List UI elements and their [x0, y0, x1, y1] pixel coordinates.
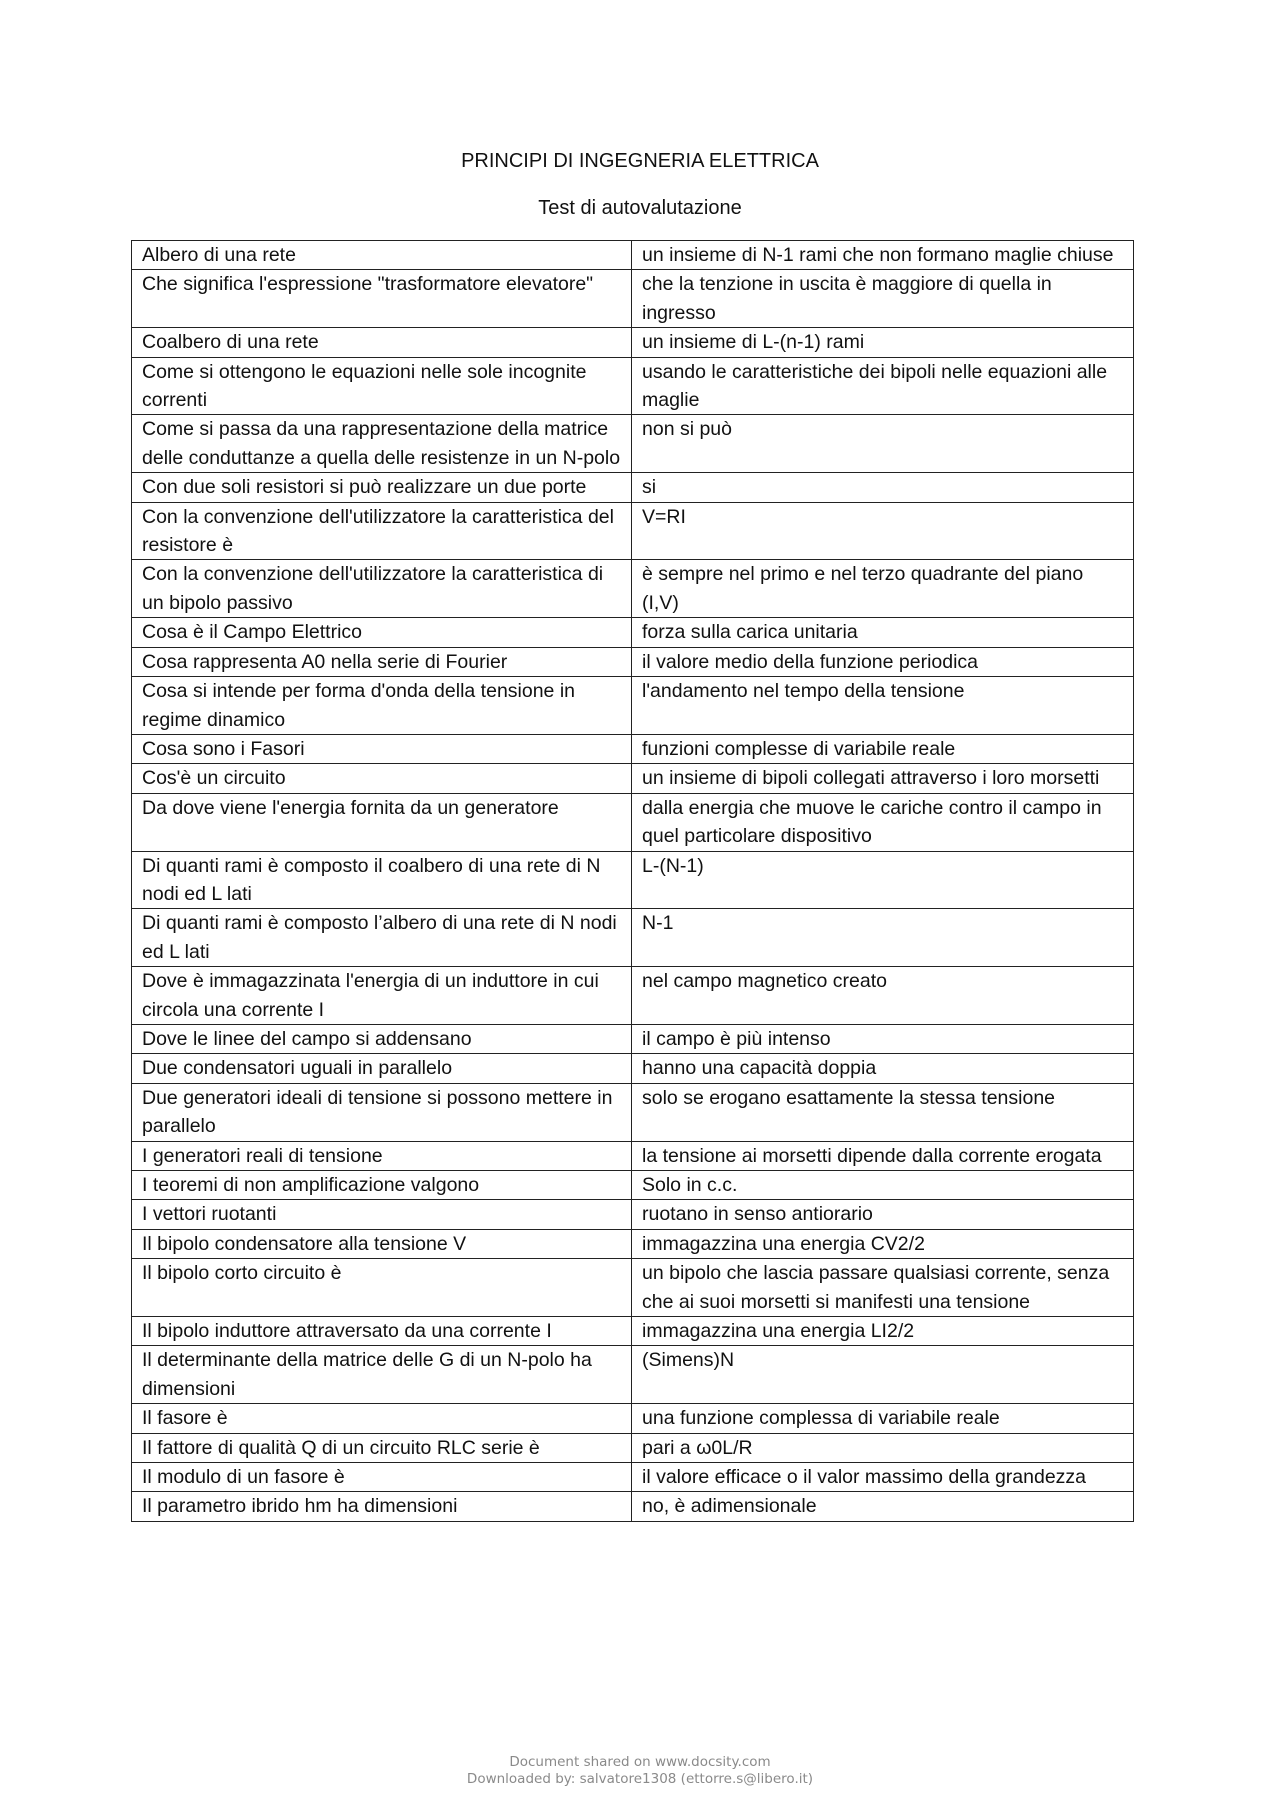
question-cell: Che significa l'espressione "trasformatore elevatore" — [132, 270, 632, 328]
footer-downloaded-line: Downloaded by: salvatore1308 (ettorre.s@libero.it) — [466, 1771, 814, 1787]
table-row — [132, 270, 1134, 328]
question-cell: Coalbero di una rete — [132, 328, 632, 357]
table-row — [132, 1229, 1134, 1258]
question-cell: I generatori reali di tensione — [132, 1141, 632, 1170]
answer-cell: non si può — [632, 415, 1134, 473]
answer-cell: immagazzina una energia CV2/2 — [632, 1229, 1134, 1258]
table-row — [132, 1433, 1134, 1462]
answer-cell: solo se erogano esattamente la stessa tensione — [632, 1083, 1134, 1141]
table-row — [132, 502, 1134, 560]
table-row — [132, 241, 1134, 270]
table-row — [132, 647, 1134, 676]
table-row — [132, 1024, 1134, 1053]
answer-cell: il campo è più intenso — [632, 1024, 1134, 1053]
answer-cell: Solo in c.c. — [632, 1171, 1134, 1200]
question-cell: Come si ottengono le equazioni nelle sole incognite correnti — [132, 357, 632, 415]
table-row — [132, 1346, 1134, 1404]
question-cell: Due generatori ideali di tensione si possono mettere in parallelo — [132, 1083, 632, 1141]
table-row — [132, 328, 1134, 357]
docsity-footer — [0, 1754, 1280, 1788]
answer-cell: si — [632, 473, 1134, 502]
answer-cell: è sempre nel primo e nel terzo quadrante del piano (I,V) — [632, 560, 1134, 618]
table-row — [132, 1259, 1134, 1317]
answer-cell: un bipolo che lascia passare qualsiasi corrente, senza che ai suoi morsetti si manifesti una tensione — [632, 1259, 1134, 1317]
table-row — [132, 1317, 1134, 1346]
answer-cell: il valore efficace o il valor massimo della grandezza — [632, 1463, 1134, 1492]
question-cell: Di quanti rami è composto l’albero di una rete di N nodi ed L lati — [132, 909, 632, 967]
qa-table-body — [132, 241, 1134, 1522]
table-row — [132, 1171, 1134, 1200]
answer-cell: funzioni complesse di variabile reale — [632, 734, 1134, 763]
table-row — [132, 1141, 1134, 1170]
table-row — [132, 415, 1134, 473]
question-cell: Il bipolo induttore attraversato da una corrente I — [132, 1317, 632, 1346]
question-cell: Cos'è un circuito — [132, 764, 632, 793]
question-cell: Con la convenzione dell'utilizzatore la caratteristica di un bipolo passivo — [132, 560, 632, 618]
answer-cell: forza sulla carica unitaria — [632, 618, 1134, 647]
question-cell: Di quanti rami è composto il coalbero di una rete di N nodi ed L lati — [132, 851, 632, 909]
qa-table — [131, 240, 1134, 1522]
answer-cell: immagazzina una energia LI2/2 — [632, 1317, 1134, 1346]
table-row — [132, 1200, 1134, 1229]
table-row — [132, 560, 1134, 618]
table-row — [132, 1083, 1134, 1141]
question-cell: Il bipolo condensatore alla tensione V — [132, 1229, 632, 1258]
answer-cell: la tensione ai morsetti dipende dalla corrente erogata — [632, 1141, 1134, 1170]
table-row — [132, 1054, 1134, 1083]
table-row — [132, 764, 1134, 793]
table-row — [132, 1492, 1134, 1521]
table-row — [132, 734, 1134, 763]
page-subtitle: Test di autovalutazione — [538, 197, 742, 219]
question-cell: Il bipolo corto circuito è — [132, 1259, 632, 1317]
question-cell: Due condensatori uguali in parallelo — [132, 1054, 632, 1083]
answer-cell: nel campo magnetico creato — [632, 967, 1134, 1025]
table-row — [132, 1404, 1134, 1433]
answer-cell: pari a ω0L/R — [632, 1433, 1134, 1462]
answer-cell: ruotano in senso antiorario — [632, 1200, 1134, 1229]
question-cell: Con due soli resistori si può realizzare un due porte — [132, 473, 632, 502]
answer-cell: che la tenzione in uscita è maggiore di quella in ingresso — [632, 270, 1134, 328]
table-row — [132, 677, 1134, 735]
answer-cell: dalla energia che muove le cariche contro il campo in quel particolare dispositivo — [632, 793, 1134, 851]
answer-cell: L-(N-1) — [632, 851, 1134, 909]
question-cell: I vettori ruotanti — [132, 1200, 632, 1229]
question-cell: Il fattore di qualità Q di un circuito RLC serie è — [132, 1433, 632, 1462]
answer-cell: un insieme di N-1 rami che non formano maglie chiuse — [632, 241, 1134, 270]
question-cell: Il determinante della matrice delle G di un N-polo ha dimensioni — [132, 1346, 632, 1404]
answer-cell: usando le caratteristiche dei bipoli nelle equazioni alle maglie — [632, 357, 1134, 415]
page-title: PRINCIPI DI INGEGNERIA ELETTRICA — [461, 150, 819, 172]
question-cell: Dove è immagazzinata l'energia di un induttore in cui circola una corrente I — [132, 967, 632, 1025]
table-row — [132, 357, 1134, 415]
table-row — [132, 618, 1134, 647]
question-cell: Cosa si intende per forma d'onda della tensione in regime dinamico — [132, 677, 632, 735]
answer-cell: una funzione complessa di variabile reale — [632, 1404, 1134, 1433]
question-cell: Dove le linee del campo si addensano — [132, 1024, 632, 1053]
question-cell: Il fasore è — [132, 1404, 632, 1433]
answer-cell: hanno una capacità doppia — [632, 1054, 1134, 1083]
table-row — [132, 473, 1134, 502]
answer-cell: un insieme di bipoli collegati attraverso i loro morsetti — [632, 764, 1134, 793]
question-cell: Il parametro ibrido hm ha dimensioni — [132, 1492, 632, 1521]
answer-cell: V=RI — [632, 502, 1134, 560]
question-cell: Cosa è il Campo Elettrico — [132, 618, 632, 647]
answer-cell: (Simens)N — [632, 1346, 1134, 1404]
table-row — [132, 851, 1134, 909]
answer-cell: l'andamento nel tempo della tensione — [632, 677, 1134, 735]
table-row — [132, 1463, 1134, 1492]
answer-cell: no, è adimensionale — [632, 1492, 1134, 1521]
table-row — [132, 967, 1134, 1025]
table-row — [132, 793, 1134, 851]
answer-cell: il valore medio della funzione periodica — [632, 647, 1134, 676]
question-cell: I teoremi di non amplificazione valgono — [132, 1171, 632, 1200]
table-row — [132, 909, 1134, 967]
question-cell: Il modulo di un fasore è — [132, 1463, 632, 1492]
question-cell: Con la convenzione dell'utilizzatore la caratteristica del resistore è — [132, 502, 632, 560]
answer-cell: un insieme di L-(n-1) rami — [632, 328, 1134, 357]
question-cell: Da dove viene l'energia fornita da un generatore — [132, 793, 632, 851]
footer-shared-line: Document shared on www.docsity.com — [509, 1754, 771, 1770]
answer-cell: N-1 — [632, 909, 1134, 967]
question-cell: Cosa rappresenta A0 nella serie di Fourier — [132, 647, 632, 676]
question-cell: Albero di una rete — [132, 241, 632, 270]
question-cell: Come si passa da una rappresentazione della matrice delle conduttanze a quella delle resistenze in un N-polo — [132, 415, 632, 473]
question-cell: Cosa sono i Fasori — [132, 734, 632, 763]
